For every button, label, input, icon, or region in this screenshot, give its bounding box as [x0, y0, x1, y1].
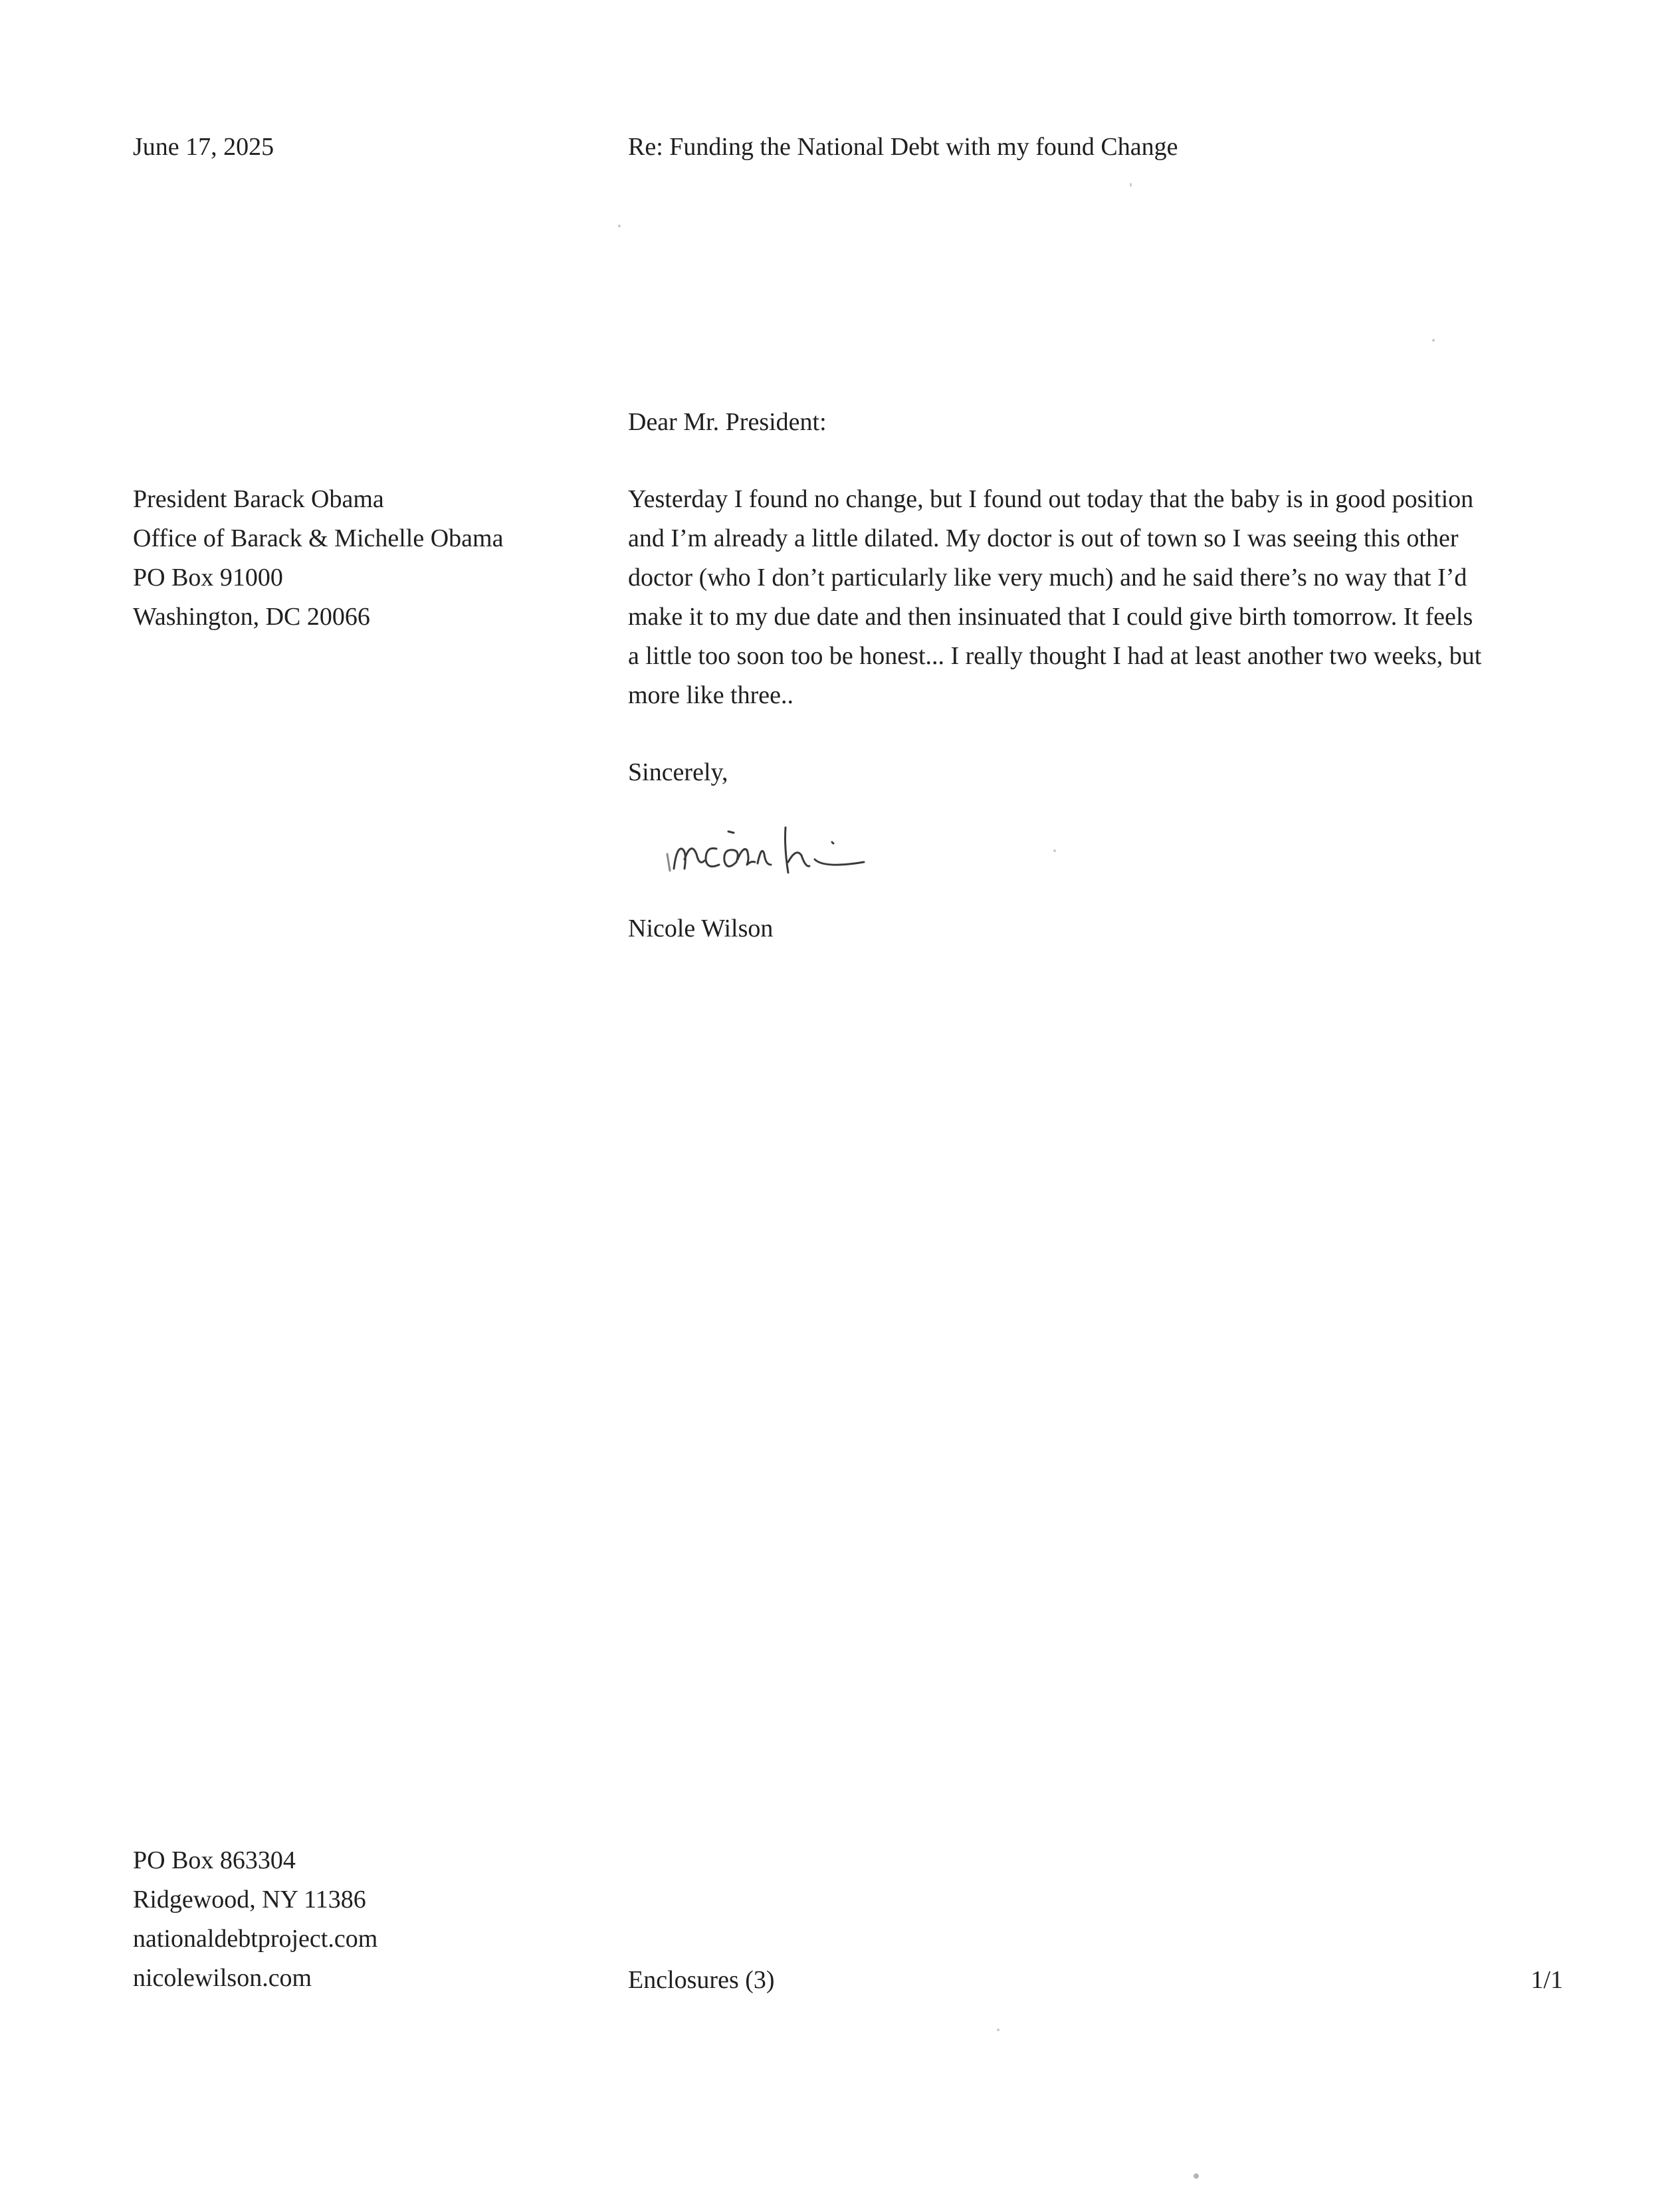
- body-line: more like three..: [628, 681, 794, 709]
- recipient-office: Office of Barack & Michelle Obama: [133, 524, 504, 552]
- letter-body: [628, 480, 1572, 715]
- body-line: doctor (who I don’t particularly like very much) and he said there’s no way that I’d: [628, 564, 1467, 592]
- letter-subject: Re: Funding the National Debt with my found Change: [628, 133, 1178, 161]
- recipient-name: President Barack Obama: [133, 485, 384, 513]
- recipient-address: [133, 480, 503, 637]
- sender-website-project: nationaldebtproject.com: [133, 1925, 378, 1953]
- body-line: a little too soon too be honest... I really thought I had at least another two weeks, but: [628, 642, 1482, 670]
- page-number: 1/1: [1530, 1966, 1563, 1994]
- body-line: Yesterday I found no change, but I found out today that the baby is in good position: [628, 485, 1474, 513]
- closing: Sincerely,: [628, 758, 728, 786]
- signer-name: Nicole Wilson: [628, 915, 774, 942]
- recipient-city: Washington, DC 20066: [133, 603, 370, 631]
- scan-speck: [1194, 2173, 1199, 2179]
- sender-city: Ridgewood, NY 11386: [133, 1886, 366, 1914]
- letter-date: June 17, 2025: [133, 133, 274, 161]
- sender-po-box: PO Box 863304: [133, 1846, 296, 1874]
- enclosures-note: Enclosures (3): [628, 1966, 775, 1994]
- scan-speck: [997, 2029, 999, 2031]
- recipient-po-box: PO Box 91000: [133, 564, 283, 592]
- scan-speck: [1053, 849, 1056, 852]
- sender-address: [133, 1841, 377, 1998]
- scan-speck: [618, 225, 621, 227]
- sender-website-personal: nicolewilson.com: [133, 1964, 312, 1992]
- salutation: Dear Mr. President:: [628, 408, 827, 436]
- scan-speck: [1130, 183, 1132, 187]
- body-line: make it to my due date and then insinuated that I could give birth tomorrow. It feels: [628, 603, 1473, 631]
- body-line: and I’m already a little dilated. My doctor is out of town so I was seeing this other: [628, 524, 1459, 552]
- scan-speck: [1432, 339, 1435, 342]
- signature-icon: [665, 808, 930, 894]
